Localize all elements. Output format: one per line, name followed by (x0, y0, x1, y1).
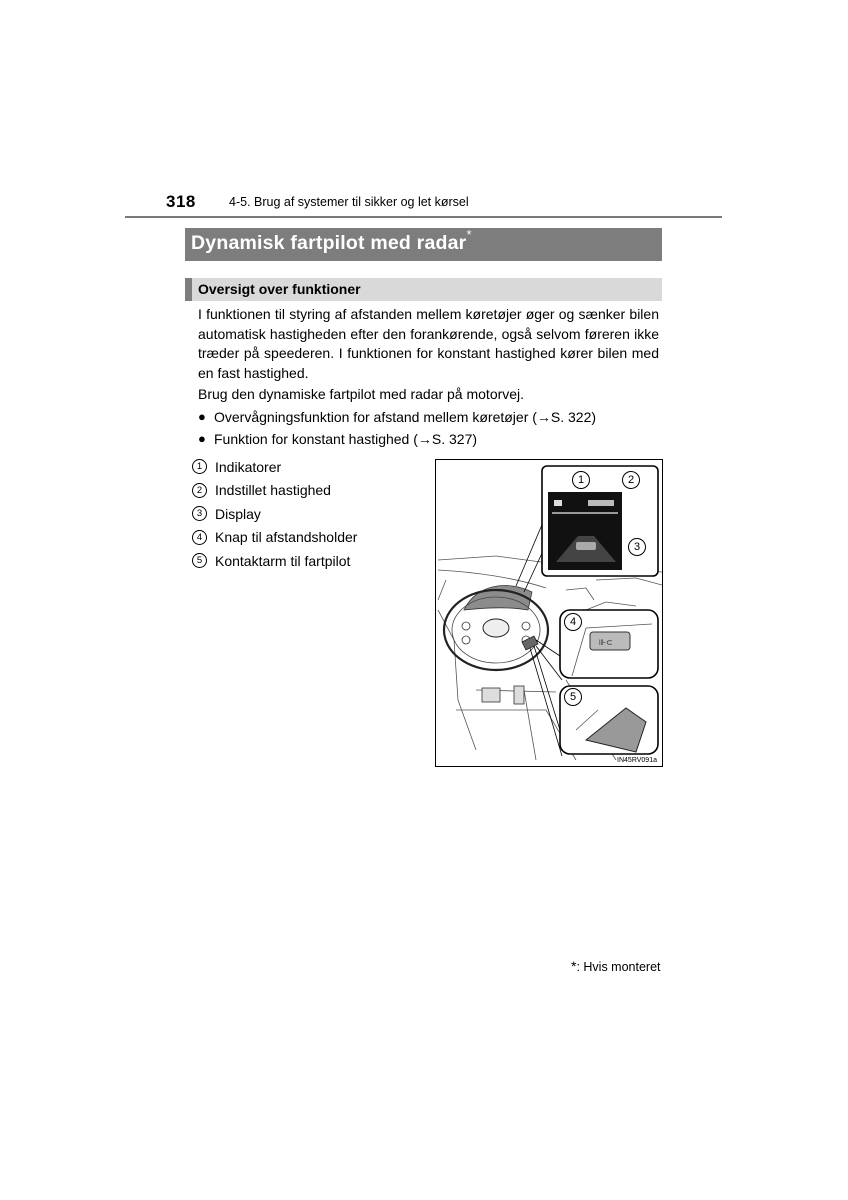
steering-hub (483, 619, 509, 637)
legend-label: Knap til afstandsholder (215, 529, 358, 546)
number-circle-icon: 5 (192, 553, 207, 568)
legend-item (192, 526, 357, 550)
callout-3: 3 (628, 538, 646, 556)
page-number: 318 (166, 192, 196, 211)
legend-label: Kontaktarm til fartpilot (215, 552, 351, 569)
legend-label: Indstillet hastighed (215, 482, 331, 499)
section-reference: 4-5. Brug af systemer til sikker og let kørsel (229, 195, 469, 209)
number-circle-icon: 3 (192, 506, 207, 521)
legend-item (192, 549, 357, 573)
callout-2: 2 (622, 471, 640, 489)
car-graphic (576, 542, 596, 550)
list-item-text: Overvågningsfunktion for afstand mellem køretøjer (→S. 322) (214, 409, 597, 425)
callout-4: 4 (564, 613, 582, 631)
intro-paragraph: I funktionen til styring af afstanden mellem køretøjer øger og sænker bilen automatisk hastigheden efter den forankørende, også selvom føreren ikke træder på speederen. I funktionen for konstant hastighed kører bilen med en fast hastighed. (198, 306, 659, 381)
bullet-icon: ● (198, 431, 206, 446)
list-item-text: Funktion for konstant hastighed (→S. 327) (214, 431, 478, 447)
footnote-text: : Hvis monteret (576, 960, 661, 974)
number-circle-icon: 4 (192, 530, 207, 545)
legend-label: Indikatorer (215, 458, 282, 475)
footnote (571, 958, 661, 974)
legend-label: Display (215, 505, 261, 522)
figure-legend (192, 455, 357, 573)
section-subtitle-bar (185, 278, 662, 301)
title-asterisk: * (466, 227, 472, 242)
figure-code: IN45RV091a (617, 757, 657, 764)
cruise-lever-small (522, 636, 538, 650)
legend-item (192, 479, 357, 503)
cockpit-drawing (436, 460, 662, 766)
callout-1: 1 (572, 471, 590, 489)
section-subtitle: Oversigt over funktioner (198, 281, 361, 297)
header-divider (125, 216, 722, 218)
callout-5: 5 (564, 688, 582, 706)
list-item (198, 430, 596, 452)
list-item (198, 408, 596, 430)
page-title-bar (185, 228, 662, 261)
function-list (198, 408, 596, 452)
highway-note: Brug den dynamiske fartpilot med radar på motorvej. (198, 386, 525, 402)
accelerator-pedal (514, 686, 524, 704)
footnote-asterisk: * (571, 958, 577, 974)
svg-text:⊪⊂: ⊪⊂ (599, 638, 613, 647)
legend-item (192, 502, 357, 526)
brake-pedal (482, 688, 500, 702)
bullet-icon: ● (198, 409, 206, 424)
cockpit-illustration (435, 459, 663, 767)
legend-item (192, 455, 357, 479)
page-title: Dynamisk fartpilot med radar (191, 232, 467, 254)
number-circle-icon: 2 (192, 483, 207, 498)
number-circle-icon: 1 (192, 459, 207, 474)
